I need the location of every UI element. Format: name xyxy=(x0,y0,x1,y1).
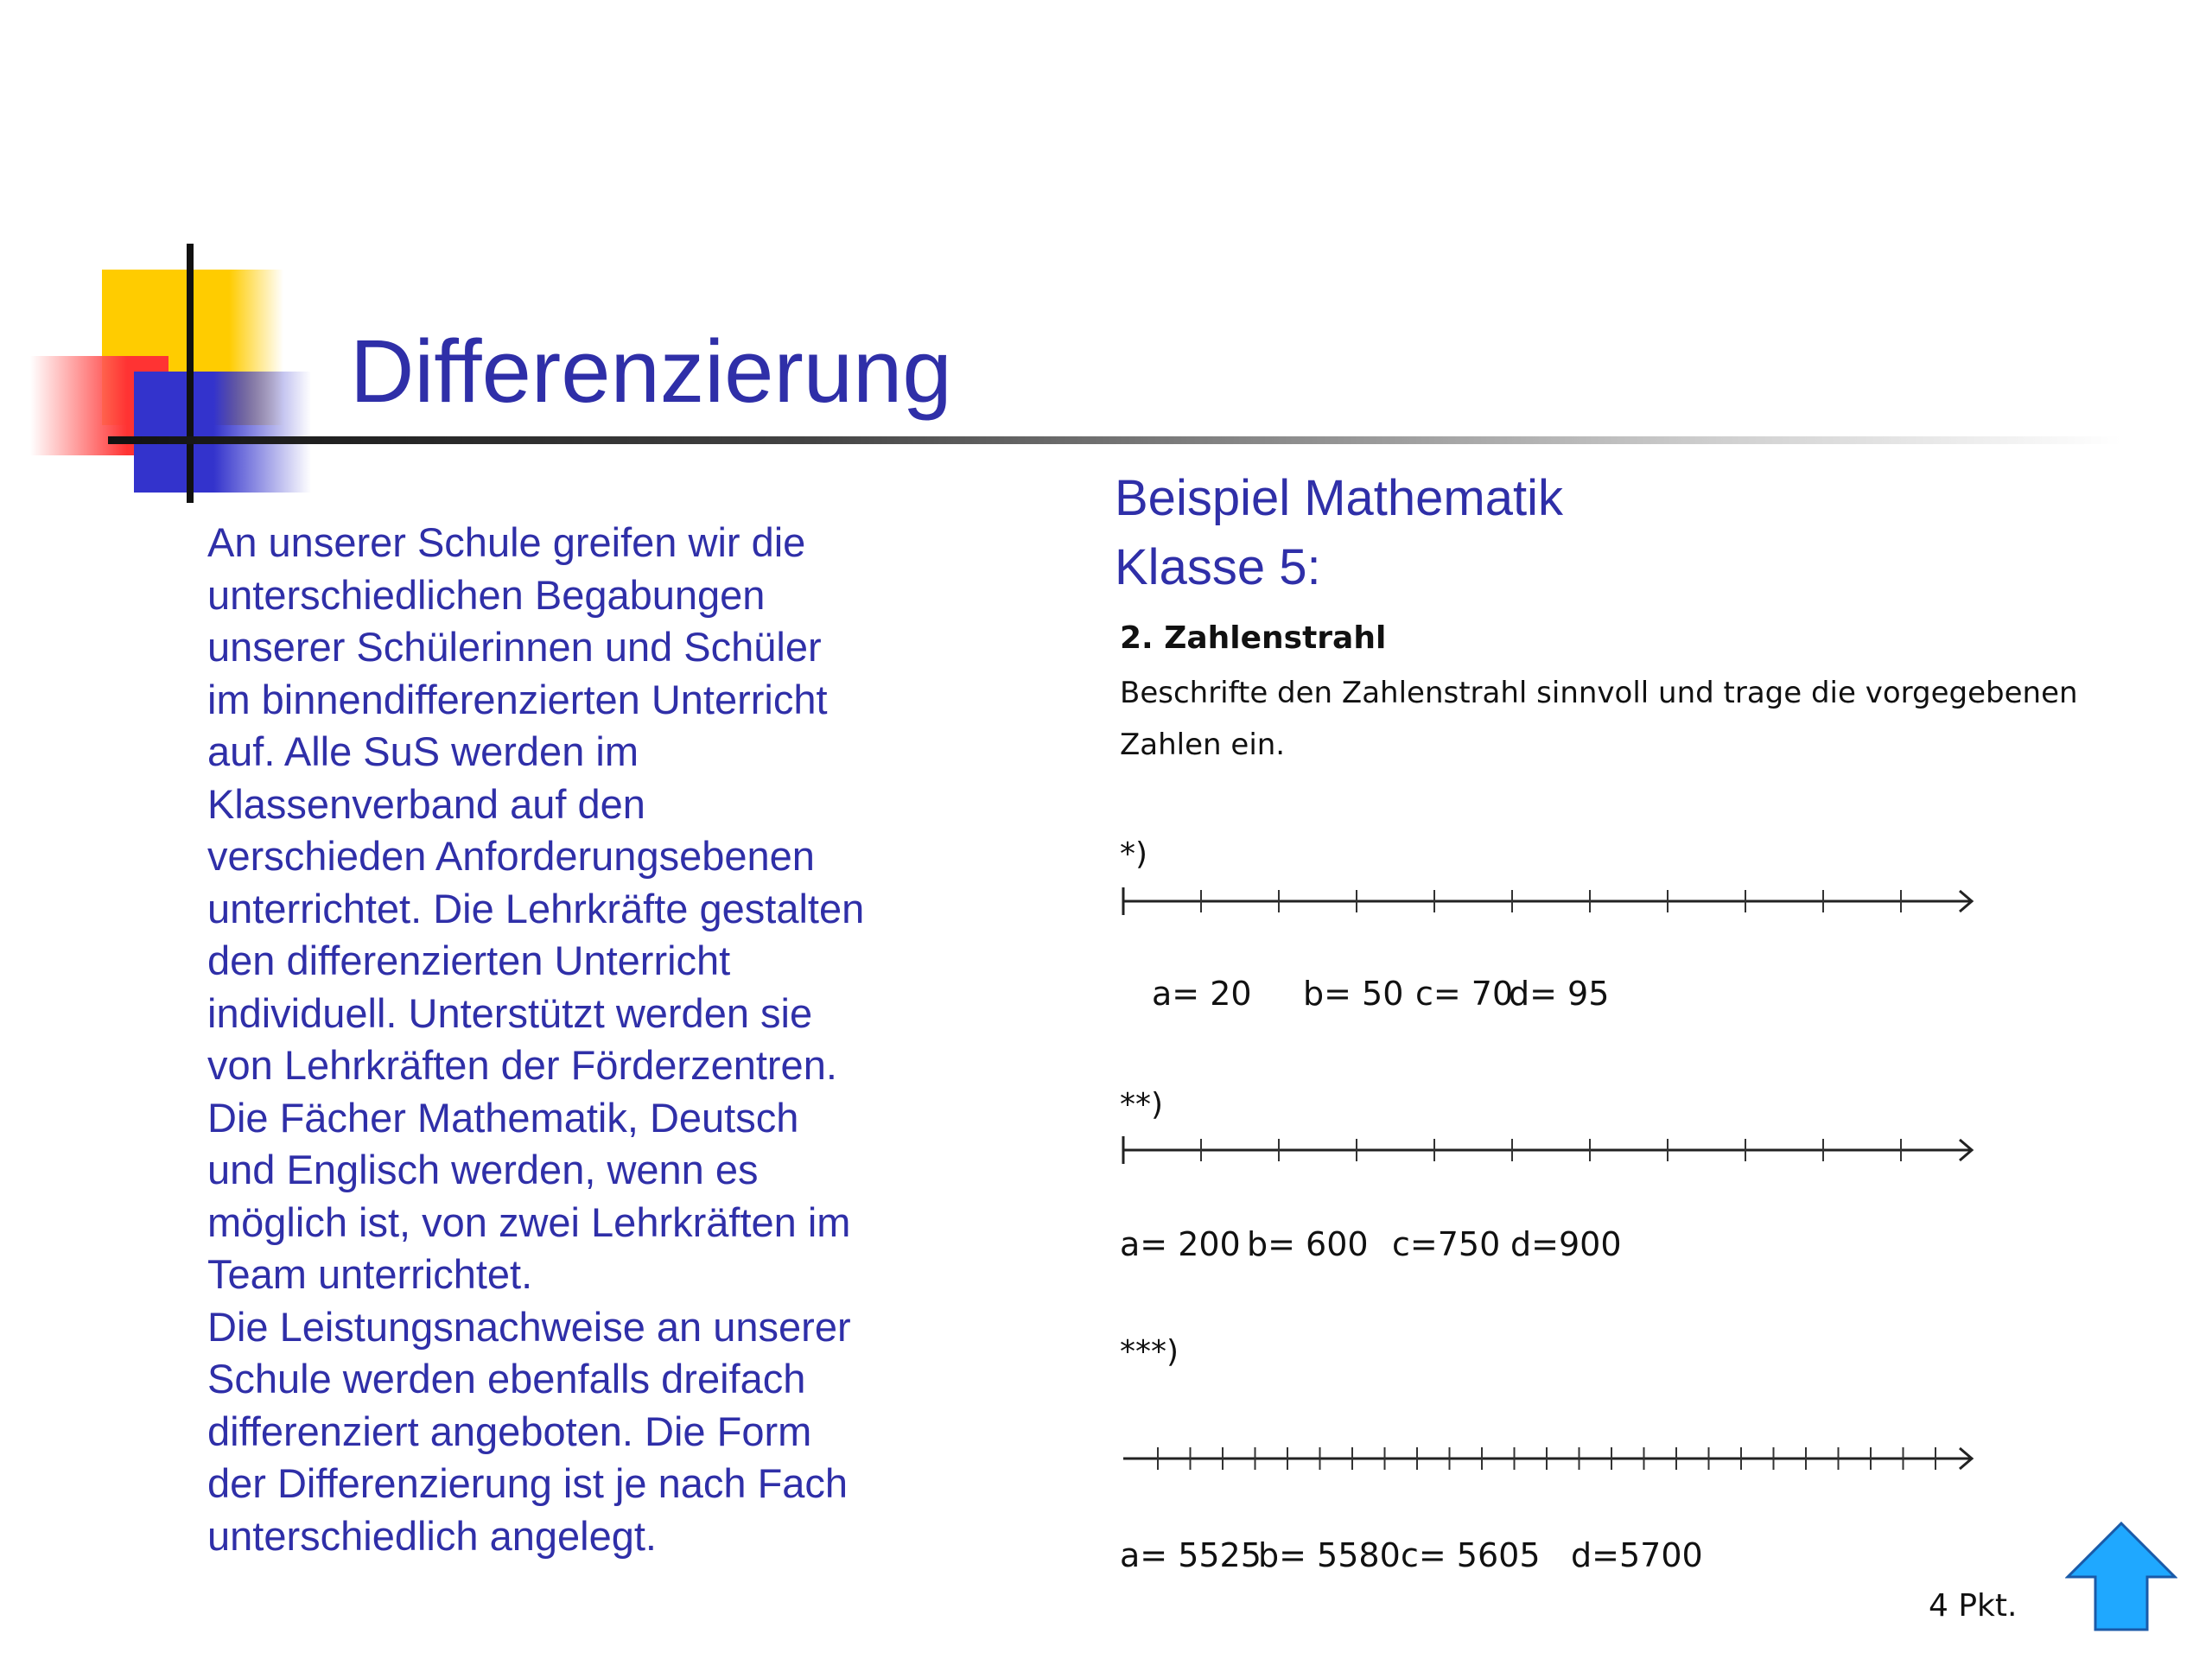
body-text-line: der Differenzierung ist je nach Fach xyxy=(207,1460,849,1506)
level-label: **) xyxy=(1120,1087,1164,1122)
body-text-line: möglich ist, von zwei Lehrkräften im xyxy=(207,1198,851,1245)
body-text-line: auf. Alle SuS werden im xyxy=(207,728,639,774)
body-text-line: im binnendifferenzierten Unterricht xyxy=(207,676,828,722)
task-heading: 2. Zahlenstrahl xyxy=(1120,620,1387,656)
example-title: Beispiel Mathematik xyxy=(1115,470,1563,526)
value-label: d=5700 xyxy=(1571,1536,1703,1574)
body-text-line: von Lehrkräften der Förderzentren. xyxy=(207,1042,837,1088)
value-label: a= 20 xyxy=(1152,975,1252,1013)
value-label: a= 200 xyxy=(1120,1225,1241,1263)
body-text-line: Die Leistungsnachweise an unserer xyxy=(207,1303,851,1350)
value-label: b= 50 xyxy=(1303,975,1404,1013)
body-text-line: unterschiedlichen Begabungen xyxy=(207,571,766,618)
body-text-line: Team unterrichtet. xyxy=(207,1251,533,1297)
task-instruction-line1: Beschrifte den Zahlenstrahl sinnvoll und trage die vorgegebenen xyxy=(1120,676,2078,710)
up-arrow-shape xyxy=(2068,1523,2175,1630)
body-text-line: unterrichtet. Die Lehrkräfte gestalten xyxy=(207,885,865,931)
body-text-line: unterschiedlich angelegt. xyxy=(207,1512,657,1559)
value-label: b= 5580 xyxy=(1258,1536,1401,1574)
body-text-line: verschieden Anforderungsebenen xyxy=(207,833,815,879)
body-text-line: den differenzierten Unterricht xyxy=(207,938,731,983)
example-class: Klasse 5: xyxy=(1115,539,1321,595)
up-arrow-button[interactable] xyxy=(2065,1521,2177,1633)
body-text-line: An unserer Schule greifen wir die xyxy=(207,519,806,565)
level-label: ***) xyxy=(1120,1334,1179,1370)
value-label: c= 5605 xyxy=(1401,1536,1541,1574)
body-text-line: Schule werden ebenfalls dreifach xyxy=(207,1356,806,1402)
body-text-line: unserer Schülerinnen und Schüler xyxy=(207,624,822,670)
body-text-line: differenziert angeboten. Die Form xyxy=(207,1408,812,1454)
level-label: *) xyxy=(1120,836,1148,872)
task-instruction-line2: Zahlen ein. xyxy=(1120,728,1286,762)
body-text-line: Die Fächer Mathematik, Deutsch xyxy=(207,1094,799,1141)
value-label: b= 600 xyxy=(1247,1225,1369,1263)
value-label: d=900 xyxy=(1510,1225,1622,1263)
up-arrow-icon xyxy=(2065,1521,2177,1633)
points-label: 4 Pkt. xyxy=(1929,1588,2018,1624)
body-text-line: und Englisch werden, wenn es xyxy=(207,1147,759,1192)
body-text-line: individuell. Unterstützt werden sie xyxy=(207,989,813,1036)
value-label: d= 95 xyxy=(1509,975,1610,1013)
body-text-line: Klassenverband auf den xyxy=(207,780,645,827)
value-label: c=750 xyxy=(1392,1225,1501,1263)
value-label: c= 70 xyxy=(1415,975,1514,1013)
page-title: Differenzierung xyxy=(350,321,952,421)
value-label: a= 5525 xyxy=(1120,1536,1262,1574)
